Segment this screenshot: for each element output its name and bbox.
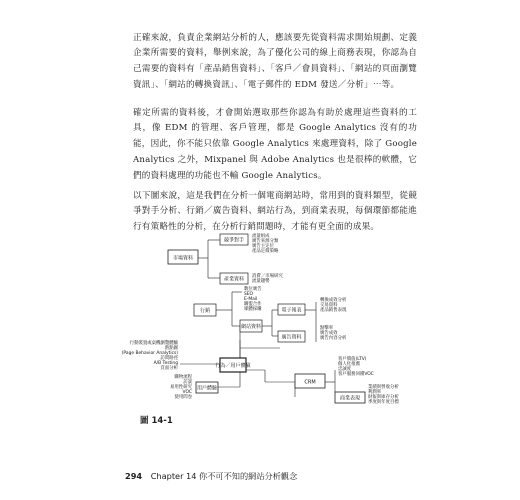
note: 廣告來源分類 xyxy=(252,239,279,244)
box-competitor-label: 競爭對手 xyxy=(223,237,245,244)
note: 點擊率 xyxy=(320,326,334,331)
note: 訪談 xyxy=(183,380,192,385)
note: 消費／市場研究 xyxy=(252,274,283,279)
note: A/B Testing xyxy=(153,361,178,366)
figure-caption: 圖 14-1 xyxy=(140,416,173,426)
note: 廣告內容分析 xyxy=(320,336,347,341)
note: 流量趨勢 xyxy=(252,279,270,284)
chapter-title: Chapter 14 你不可不知的網站分析觀念 xyxy=(150,471,298,481)
box-industry-label: 產業資料 xyxy=(223,276,245,283)
box-crm-label: CRM xyxy=(304,379,316,386)
note: 轉換成效分析 xyxy=(320,298,347,303)
note: 熱點圖 xyxy=(164,346,178,351)
page-number: 294 xyxy=(125,471,143,481)
box-market-label: 市場資料 xyxy=(172,255,194,262)
note: 媒體採購 xyxy=(244,307,262,312)
note: 行動裝置或桌機瀏覽體驗 xyxy=(129,341,178,346)
note: 財報與庫存分析 xyxy=(368,395,399,400)
note: 聯盟合作 xyxy=(244,302,262,307)
box-business-label: 商業表現 xyxy=(339,395,361,402)
note: 季度與年度目標 xyxy=(368,400,399,405)
note: 利潤率 xyxy=(368,390,382,395)
note: 數位廣告 xyxy=(244,287,262,292)
box-adtech-label: 廣告資料 xyxy=(281,334,302,341)
note: 個人化推薦 xyxy=(338,362,360,367)
note: VOC xyxy=(182,390,192,395)
box-user-label: 用戶體驗 xyxy=(196,385,218,392)
box-marketing-label: 行銷 xyxy=(199,308,211,314)
note: 流量組成 xyxy=(252,234,270,239)
page-footer xyxy=(125,471,297,482)
box-behavior-label: 行為／用戶體驗 xyxy=(215,363,251,369)
note: 訪問路徑 xyxy=(160,356,178,361)
notes-competitor xyxy=(252,232,279,254)
note: 客戶價值(LTV) xyxy=(338,357,367,362)
notes-crm xyxy=(338,355,374,377)
note: 易用性研究 xyxy=(170,385,192,390)
paragraph-2: 確定所需的資料後，才會開始選取那些你認為有助於處理這些資料的工具，像 EDM 的管理、客戶管理，都是 Google Analytics 沒有的功能，因此，你不能只依靠 Google Analytics 來處理資料，除了 Google Analytics 之外，Mixpanel 與 Adobe Analytics 也是很棒的軟體，它們的資料處理的功能也不輸 Google Analytics。 xyxy=(133,107,417,181)
box-email-label: 電子報表 xyxy=(281,307,302,314)
notes-user xyxy=(170,373,193,400)
notes-industry xyxy=(252,272,283,284)
note: 業績與營收分析 xyxy=(368,385,399,390)
notes-email xyxy=(320,296,347,313)
note: 使用問卷 xyxy=(174,395,192,400)
paragraph-3: 以下圖來說，這是我們在分析一個電商網站時，常用到的資料類型，從競爭對手分析、行銷／廣告資料、網站行為，到商業表現，每個環節都能進行有策略性的分析，在分析行銷問題時，才能有更全面的成果。 xyxy=(133,190,417,233)
note: 廣告成效 xyxy=(320,331,338,336)
note: 廣告主定位 xyxy=(252,244,274,249)
note: 頁面分析 xyxy=(160,366,178,371)
note: 產品定價策略 xyxy=(252,249,279,254)
note: 交易資料 xyxy=(320,303,338,308)
note: 購物流程 xyxy=(174,375,192,380)
note: (Page Behavior Analytics) xyxy=(121,351,178,356)
notes-business xyxy=(368,383,399,405)
note: SEO xyxy=(244,292,254,297)
note: 客戶服務回饋VOC xyxy=(338,372,374,377)
notes-marketing xyxy=(244,285,262,312)
note: 忠誠度 xyxy=(338,367,352,372)
note: 產品銷售表現 xyxy=(320,308,347,313)
note: E-Mail xyxy=(244,297,258,302)
notes-behavior xyxy=(122,339,179,371)
box-website-label: 網站資料 xyxy=(240,324,262,330)
paragraph-1: 正確來說，負責企業網站分析的人，應該要先從資料需求開始規劃、定義企業所需要的資料，舉例來說，為了優化公司的線上商務表現，你認為自己需要的資料有「產品銷售資料」、「客戶／會員資料」、「網站的頁面瀏覽資訊」、「網站的轉換資訊」、「電子郵件的 EDM 發送／分析」⋯等。 xyxy=(133,32,417,90)
notes-adtech xyxy=(320,324,347,341)
data-types-diagram xyxy=(121,232,399,407)
